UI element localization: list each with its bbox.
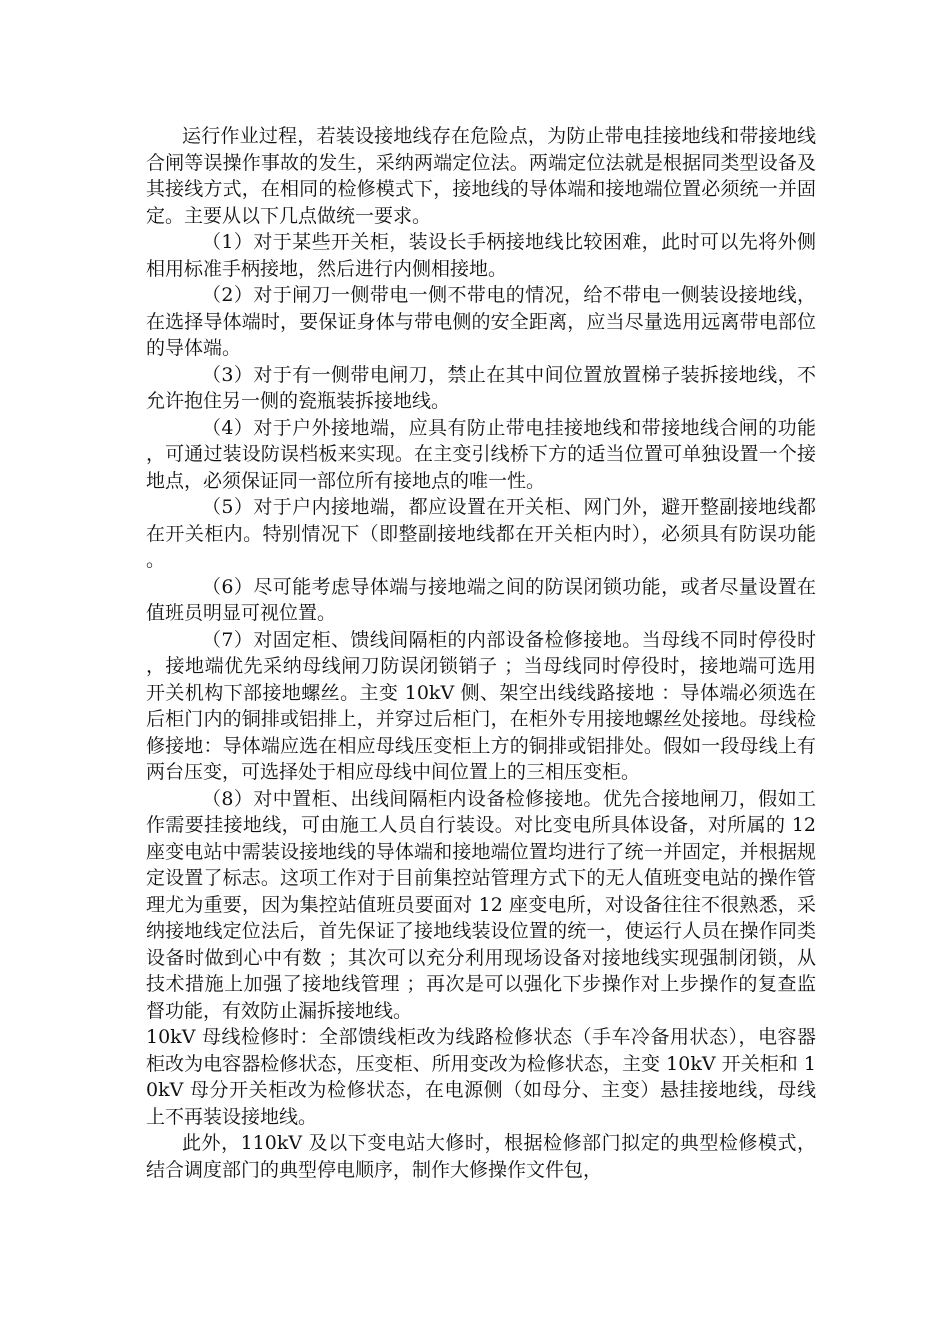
paragraph-item-8: （8）对中置柜、出线间隔柜内设备检修接地。优先合接地闸刀，假如工作需要挂接地线，可由施工人员自行装设。对比变电所具体设备，对所属的 12 座变电站中需装设接地线的导体端和接地端位置均进行了统一并固定，并根据规定设置了标志。这项工作对于目前集控站管理方式下的无人值班变电站的操作管理尤为重要，因为集控站值班员要面对 12 座变电所，对设备往往不很熟悉，采纳接地线定位法后，首先保证了接地线装设位置的统一，使运行人员在操作同类设备时做到心中有数 ；其次可以充分利用现场设备对接地线实现强制闭锁，从技术措施上加强了接地线管理 ；再次是可以强化下步操作对上步操作的复查监督功能，有效防止漏拆接地线。 [146,787,816,1022]
paragraph-overhaul: 此外，110kV 及以下变电站大修时，根据检修部门拟定的典型检修模式，结合调度部门的典型停电顺序，制作大修操作文件包， [146,1132,816,1181]
paragraph-item-2: （2）对于闸刀一侧带电一侧不带电的情况，给不带电一侧装设接地线，在选择导体端时，要保证身体与带电侧的安全距离，应当尽量选用远离带电部位的导体端。 [146,284,816,359]
document-body [146,123,816,1183]
paragraph-bus-maintenance: 10kV 母线检修时：全部馈线柜改为线路检修状态（手车冷备用状态），电容器柜改为电容器检修状态，压变柜、所用变改为检修状态，主变 10kV 开关柜和 10kV 母分开关柜改为检修状态，在电源侧（如母分、主变）悬挂接地线，母线上不再装设接地线。 [146,1026,816,1128]
paragraph-item-1: （1）对于某些开关柜，装设长手柄接地线比较困难，此时可以先将外侧相用标准手柄接地，然后进行内侧相接地。 [146,231,816,280]
paragraph-item-5: （5）对于户内接地端，都应设置在开关柜、网门外，避开整副接地线都在开关柜内。特别情况下（即整副接地线都在开关柜内时），必须具有防误功能。 [146,496,816,571]
paragraph-item-3: （3）对于有一侧带电闸刀，禁止在其中间位置放置梯子装拆接地线，不允许抱住另一侧的瓷瓶装拆接地线。 [146,363,816,412]
paragraph-item-4: （4）对于户外接地端，应具有防止带电挂接地线和带接地线合闸的功能，可通过装设防误档板来实现。在主变引线桥下方的适当位置可单独设置一个接地点，必须保证同一部位所有接地点的唯一性。 [146,416,816,492]
paragraph-item-7: （7）对固定柜、馈线间隔柜的内部设备检修接地。当母线不同时停役时，接地端优先采纳母线闸刀防误闭锁销子 ；当母线同时停役时，接地端可选用开关机构下部接地螺丝。主变 10kV 侧、架空出线线路接地 ：导体端必须选在后柜门内的铜排或铝排上，并穿过后柜门，在柜外专用接地螺丝处接地。母线检修接地：导体端应选在相应母线压变柜上方的铜排或铝排处。假如一段母线上有两台压变，可选择处于相应母线中间位置上的三相压变柜。 [146,628,816,783]
paragraph-intro: 运行作业过程，若装设接地线存在危险点，为防止带电挂接地线和带接地线合闸等误操作事故的发生，采纳两端定位法。两端定位法就是根据同类型设备及其接线方式，在相同的检修模式下，接地线的导体端和接地端位置必须统一并固定。主要从以下几点做统一要求。 [146,125,816,227]
paragraph-item-6: （6）尽可能考虑导体端与接地端之间的防误闭锁功能，或者尽量设置在值班员明显可视位置。 [146,575,816,624]
